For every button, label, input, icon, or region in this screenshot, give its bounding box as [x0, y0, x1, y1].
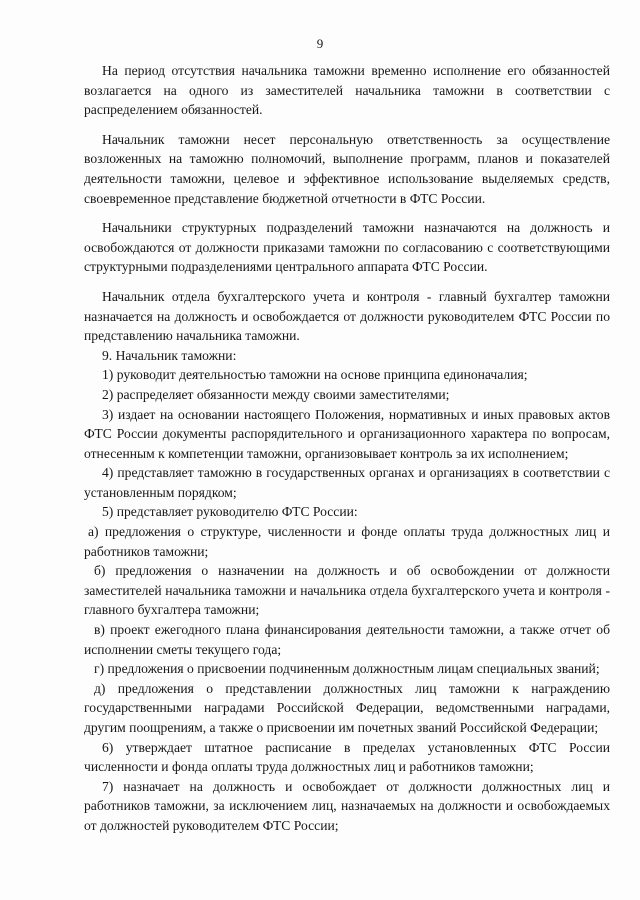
clause-9-item-1: 1) руководит деятельностью таможни на основе принципа единоначалия;: [102, 367, 528, 383]
clause-9-item-6: 6) утверждает штатное расписание в пределах установленных ФТС России численности и фонда оплаты труда должностных лиц и работников таможни;: [84, 739, 610, 775]
clause-9-item-5b: б) предложения о назначении на должность и об освобождении от должности заместителей начальника таможни и начальника отдела бухгалтерского учета и контроля - главного бухгалтера таможни;: [84, 563, 610, 618]
clause-9-item-5c: в) проект ежегодного плана финансирования деятельности таможни, а также отчет об исполнении сметы текущего года;: [84, 622, 610, 657]
paragraph-acting-head: На период отсутствия начальника таможни временно исполнение его обязанностей возлагается на одного из заместителей начальника таможни в соответствии с распределением обязанностей.: [84, 63, 610, 118]
document-body: [84, 61, 610, 836]
clause-9-item-3: 3) издает на основании настоящего Положения, нормативных и иных правовых актов ФТС России документы распорядительного и организационного характера по вопросам, отнесенным к компетенции таможни, организовывает контроль за их исполнением;: [84, 406, 610, 461]
clause-9-item-5: 5) представляет руководителю ФТС России:: [102, 504, 358, 520]
clause-9-item-2: 2) распределяет обязанности между своими заместителями;: [102, 386, 450, 402]
page-number: 9: [316, 36, 324, 51]
clause-9-item-4: 4) представляет таможню в государственных органах и организациях в соответствии с установленным порядком;: [84, 465, 610, 500]
clause-9-item-7: 7) назначает на должность и освобождает от должности должностных лиц и работников таможни, за исключением лиц, назначаемых на должности и освобождаемых от должностей руководителем ФТС России;: [84, 778, 610, 833]
clause-9-item-5a: а) предложения о структуре, численности и фонде оплаты труда должностных лиц и работников таможни;: [84, 524, 610, 559]
paragraph-chief-accountant: Начальник отдела бухгалтерского учета и контроля - главный бухгалтер таможни назначается на должность и освобождается от должности руководителем ФТС России по представлению начальника таможни.: [84, 288, 610, 344]
paragraph-personal-responsibility: Начальник таможни несет персональную ответственность за осуществление возложенных на таможню полномочий, выполнение программ, планов и показателей деятельности таможни, целевое и эффективное использование выделяемых средств, своевременное представление бюджетной отчетности в ФТС России.: [84, 131, 610, 206]
clause-9-item-5d: г) предложения о присвоении подчиненным должностным лицам специальных званий;: [94, 661, 600, 677]
clause-9-item-5e: д) предложения о представлении должностных лиц таможни к награждению государственными наградами Российской Федерации, ведомственными наградами, другим поощрениям, а также о присвоении им почетных званий Российской Федерации;: [84, 680, 610, 735]
paragraph-division-heads: Начальники структурных подразделений таможни назначаются на должность и освобождаются от должности приказами таможни по согласованию с соответствующими структурными подразделениями центрального аппарата ФТС России.: [84, 220, 610, 275]
clause-9-heading: 9. Начальник таможни:: [102, 347, 237, 363]
